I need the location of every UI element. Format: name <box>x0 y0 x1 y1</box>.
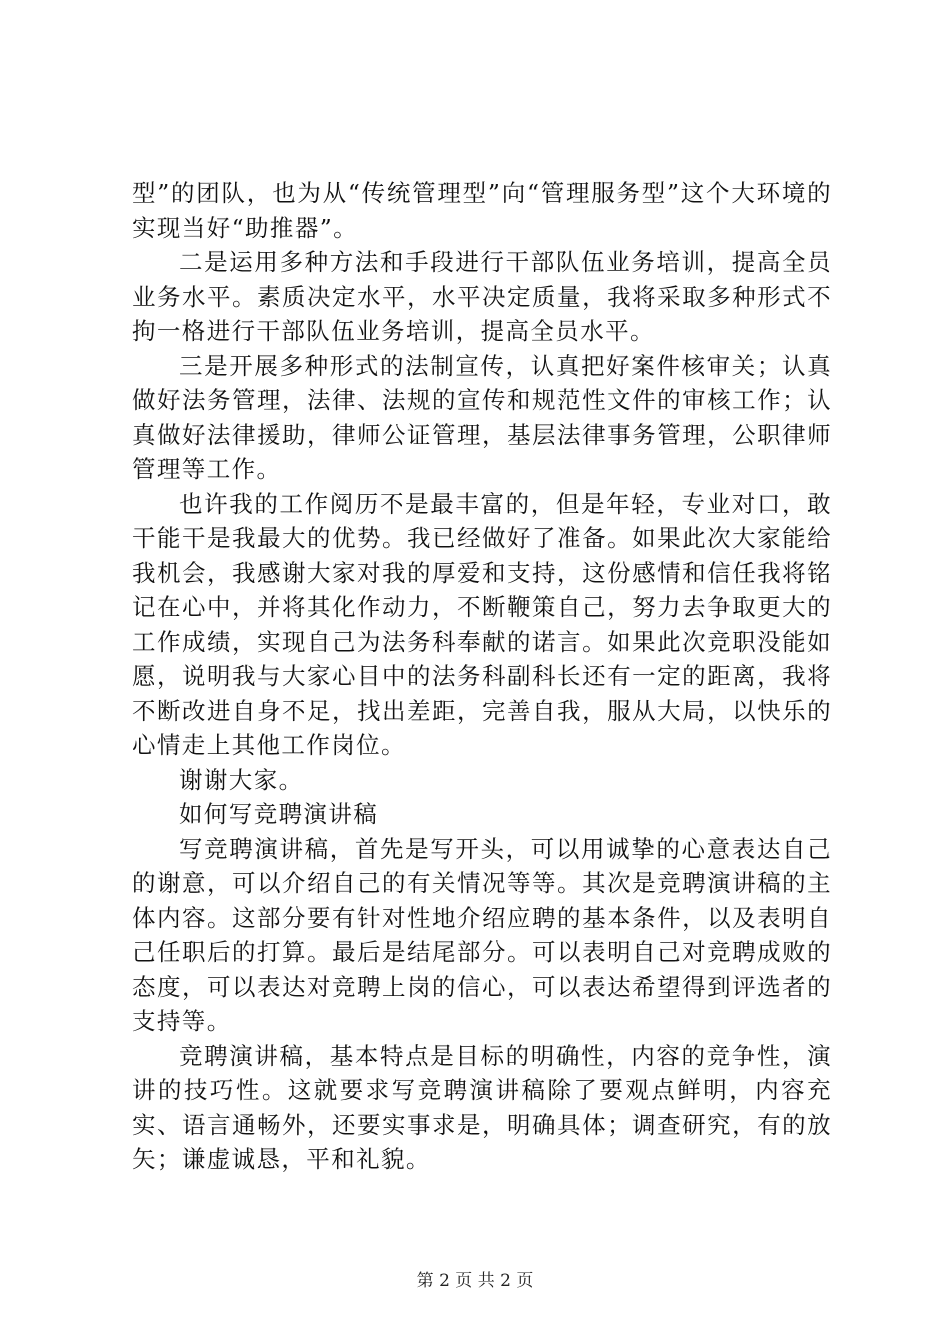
paragraph-3: 三是开展多种形式的法制宣传，认真把好案件核审关；认真做好法务管理，法律、法规的宣传和规范性文件的审核工作；认真做好法律援助，律师公证管理，基层法律事务管理，公职律师管理等工作。 <box>132 351 832 483</box>
paragraph-4: 也许我的工作阅历不是最丰富的，但是年轻，专业对口，敢干能干是我最大的优势。我已经做好了准备。如果此次大家能给我机会，我感谢大家对我的厚爱和支持，这份感情和信任我将铭记在心中，并将其化作动力，不断鞭策自己，努力去争取更大的工作成绩，实现自己为法务科奉献的诺言。如果此次竞职没能如愿，说明我与大家心目中的法务科副科长还有一定的距离，我将不断改进自身不足，找出差距，完善自我，服从大局，以快乐的心情走上其他工作岗位。 <box>132 489 832 759</box>
page-number-footer: 第 2 页 共 2 页 <box>416 1271 534 1291</box>
paragraph-7: 竞聘演讲稿，基本特点是目标的明确性，内容的竞争性，演讲的技巧性。这就要求写竞聘演讲稿除了要观点鲜明，内容充实、语言通畅外，还要实事求是，明确具体；调查研究，有的放矢；谦虚诚恳，平和礼貌。 <box>132 1041 832 1173</box>
paragraph-5: 谢谢大家。 <box>179 765 304 794</box>
section-heading: 如何写竞聘演讲稿 <box>179 800 379 828</box>
paragraph-1: 型”的团队，也为从“传统管理型”向“管理服务型”这个大环境的实现当好“助推器”。 <box>132 179 832 242</box>
document-body <box>132 176 832 1177</box>
paragraph-2: 二是运用多种方法和手段进行干部队伍业务培训，提高全员业务水平。素质决定水平，水平决定质量，我将采取多种形式不拘一格进行干部队伍业务培训，提高全员水平。 <box>132 248 832 345</box>
paragraph-6: 写竞聘演讲稿，首先是写开头，可以用诚挚的心意表达自己的谢意，可以介绍自己的有关情况等等。其次是竞聘演讲稿的主体内容。这部分要有针对性地介绍应聘的基本条件，以及表明自己任职后的打算。最后是结尾部分。可以表明自己对竞聘成败的态度，可以表达对竞聘上岗的信心，可以表达希望得到评选者的支持等。 <box>132 834 832 1035</box>
